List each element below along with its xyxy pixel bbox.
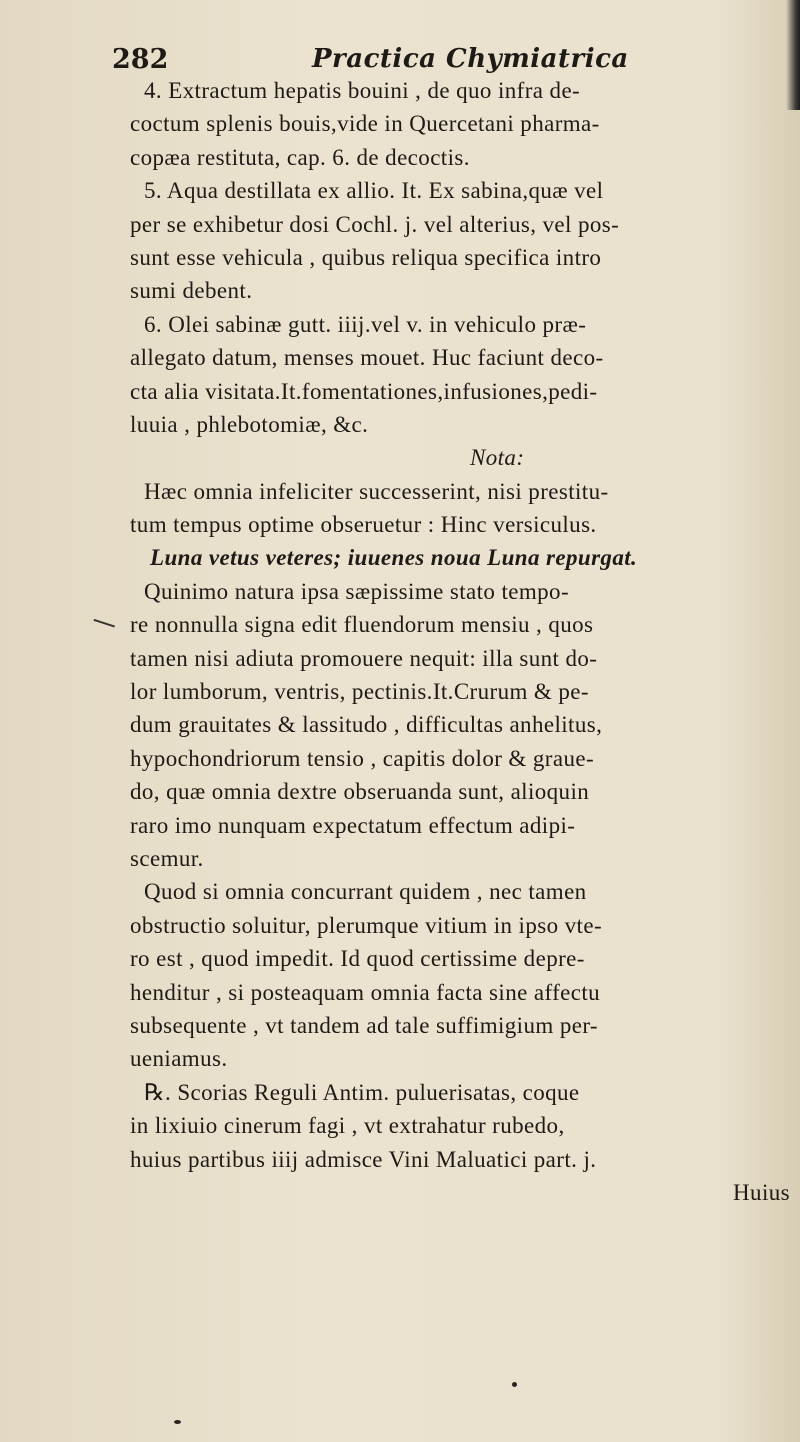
text-line: 4. Extractum hepatis bouini , de quo infra de- [144,78,581,103]
text-line: huius partibus iiij admisce Vini Maluatici part. j. [130,1146,597,1172]
running-head: Practica Chymiatrica [312,44,629,74]
text-line: cta alia visitata.It.fomentationes,infusiones,pedi- [130,378,598,404]
text-line: sumi debent. [130,278,253,304]
text-line: do, quæ omnia dextre obseruanda sunt, alioquin [130,779,590,805]
text-line: luuia , phlebotomiæ, &c. [130,411,369,437]
text-line: raro imo nunquam expectatum effectum adipi- [130,812,576,838]
text-line: Quod si omnia concurrant quidem , nec tamen [144,879,587,905]
text-line: tamen nisi adiuta promouere nequit: illa sunt do- [130,645,598,671]
section-heading: Nota: [470,445,525,471]
text-line: obstructio soluitur, plerumque vitium in ipso vte- [130,912,603,938]
ink-speck [512,1382,517,1387]
text-line: re nonnulla signa edit fluendorum mensiu , quos [130,612,594,638]
text-line: hypochondriorum tensio , capitis dolor & graue- [130,745,595,771]
text-line: henditur , si posteaquam omnia facta sine affectu [130,979,601,1005]
text-line: in lixiuio cinerum fagi , vt extrahatur rubedo, [130,1113,565,1139]
text-line: subsequente , vt tandem ad tale suffimigium per- [130,1012,598,1038]
text-line: 6. Olei sabinæ gutt. iiij.vel v. in vehiculo præ- [144,311,587,337]
text-block [130,74,790,1209]
text-line: ro est , quod impedit. Id quod certissime depre- [130,946,585,972]
text-line: lor lumborum, ventris, pectinis.It.Crurum & pe- [130,679,589,705]
text-line: tum tempus optime obseruetur : Hinc versiculus. [130,512,597,538]
catchword: Huius [733,1179,790,1205]
text-line: coctum splenis bouis,vide in Quercetani pharma- [130,111,600,137]
text-line: 5. Aqua destillata ex allio. It. Ex sabina,quæ vel [144,178,604,204]
ink-speck [174,1420,181,1424]
text-line: sunt esse vehicula , quibus reliqua specifica intro [130,244,602,270]
text-line: per se exhibetur dosi Cochl. j. vel alterius, vel pos- [130,211,620,237]
text-line: Hæc omnia infeliciter successerint, nisi prestitu- [144,478,609,504]
text-line: allegato datum, menses mouet. Huc faciunt deco- [130,345,604,371]
margin-mark [91,619,115,635]
text-line: ueniamus. [130,1046,228,1072]
text-line: copæa restituta, cap. 6. de decoctis. [130,144,470,170]
recipe-line: ℞. Scorias Reguli Antim. puluerisatas, coque [144,1079,580,1105]
page-number: 282 [112,44,169,75]
text-line: dum grauitates & lassitudo , difficultas anhelitus, [130,712,603,738]
text-line: Quinimo natura ipsa sæpissime stato tempo- [144,578,570,604]
text-line: scemur. [130,845,204,871]
verse-line: Luna vetus veteres; iuuenes noua Luna repurgat. [150,545,638,571]
